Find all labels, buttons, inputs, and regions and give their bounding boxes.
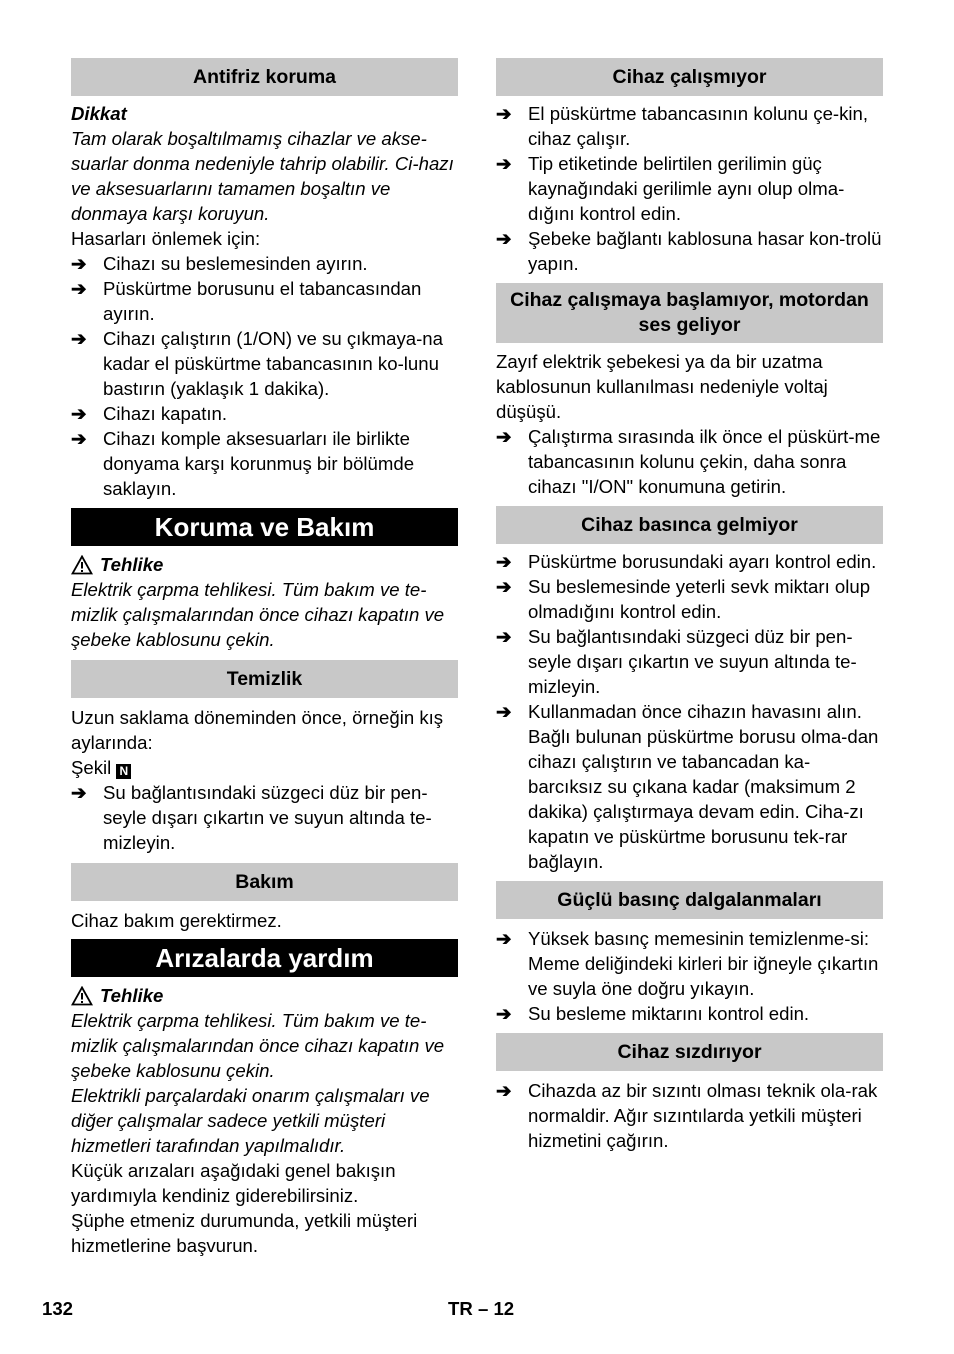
- section-heading-koruma: Koruma ve Bakım: [71, 508, 458, 546]
- arrow-icon: ➔: [71, 253, 87, 274]
- figure-reference: Şekil N: [71, 755, 458, 780]
- list-item: ➔ Su bağlantısındaki süzgeci düz bir pen-seyle dışarı çıkartın ve suyun altında te-mizleyin.: [496, 626, 857, 697]
- section-heading-arizalar: Arızalarda yardım: [71, 939, 458, 977]
- arrow-icon: ➔: [71, 403, 87, 424]
- list-item: ➔ Cihazı çalıştırın (1/ON) ve su çıkmaya-na kadar el püskürtme tabancasının ko-lunu bastırın (yaklaşık 1 dakika).: [71, 328, 443, 399]
- list-item: ➔ Su beslemesinde yeterli sevk miktarı olup olmadığını kontrol edin.: [496, 576, 871, 622]
- list-item: ➔ Cihazda az bir sızıntı olması teknik ola-rak normaldir. Ağır sızıntılarda yetkili müşteri hizmetini çağırın.: [496, 1080, 878, 1151]
- left-column: [71, 58, 458, 1258]
- danger-label: Tehlike: [71, 983, 458, 1008]
- section-heading-baslamiyor: Cihaz çalışmaya başlamıyor, motordan ses geliyor: [496, 283, 883, 343]
- arrow-icon: ➔: [496, 1003, 512, 1024]
- list-item: ➔ Püskürtme borusunu el tabancasından ayırın.: [71, 278, 422, 324]
- danger-text: Elektrik çarpma tehlikesi. Tüm bakım ve te-mizlik çalışmalarından önce cihazı kapatın ve şebeke kablosunu çekin.: [71, 1010, 445, 1081]
- arrow-icon: ➔: [71, 278, 87, 299]
- warning-triangle-icon: [71, 986, 93, 1006]
- right-column: [496, 58, 883, 1153]
- footer-section: TR – 12: [448, 1298, 515, 1319]
- paragraph: Zayıf elektrik şebekesi ya da bir uzatma kablosunun kullanılması nedeniyle voltaj düşüşü.: [496, 351, 828, 422]
- list-item: ➔ Şebeke bağlantı kablosuna hasar kon-trolü yapın.: [496, 228, 882, 274]
- section-heading-calismiyor: Cihaz çalışmıyor: [496, 58, 883, 96]
- danger-text: Elektrik çarpma tehlikesi. Tüm bakım ve te-mizlik çalışmalarından önce cihazı kapatın ve şebeke kablosunu çekin.: [71, 579, 445, 650]
- paragraph: Şüphe etmeniz durumunda, yetkili müşteri hizmetlerine başvurun.: [71, 1210, 418, 1256]
- arrow-icon: ➔: [496, 626, 512, 647]
- section-heading-dalgalanma: Güçlü basınç dalgalanmaları: [496, 881, 883, 919]
- list-item: ➔ Cihazı komple aksesuarları ile birlikte donyama karşı korunmuş bir bölümde saklayın.: [71, 428, 415, 499]
- list-item: ➔ Cihazı kapatın.: [71, 403, 228, 424]
- arrow-icon: ➔: [496, 228, 512, 249]
- arrow-icon: ➔: [496, 551, 512, 572]
- list-item: ➔ Su besleme miktarını kontrol edin.: [496, 1003, 810, 1024]
- arrow-icon: ➔: [71, 782, 87, 803]
- arrow-icon: ➔: [71, 428, 87, 449]
- arrow-icon: ➔: [496, 153, 512, 174]
- section-heading-antifriz: Antifriz koruma: [71, 58, 458, 96]
- paragraph: Uzun saklama döneminden önce, örneğin kış aylarında:: [71, 707, 444, 753]
- arrow-icon: ➔: [71, 328, 87, 349]
- danger-text: Elektrikli parçalardaki onarım çalışmaları ve diğer çalışmalar sadece yetkili müşteri hizmetleri tarafından yapılmalıdır.: [71, 1085, 430, 1156]
- arrow-icon: ➔: [496, 576, 512, 597]
- list-item: ➔ Tip etiketinde belirtilen gerilimin güç kaynağındaki gerilimle aynı olup olma-dığını kontrol edin.: [496, 153, 845, 224]
- list-item: ➔ Kullanmadan önce cihazın havasını alın.: [496, 701, 862, 722]
- section-heading-basinc: Cihaz basınca gelmiyor: [496, 506, 883, 544]
- arrow-icon: ➔: [496, 1080, 512, 1101]
- list-item: ➔ Su bağlantısındaki süzgeci düz bir pen-seyle dışarı çıkartın ve suyun altında te-mizleyin.: [71, 782, 432, 853]
- caution-text: Tam olarak boşaltılmamış cihazlar ve akse-suarlar donma nedeniyle tahrip olabilir. Ci-hazı ve aksesuarlarını tamamen boşaltın ve donmaya karşı koruyun.: [71, 128, 454, 224]
- arrow-icon: ➔: [496, 928, 512, 949]
- page-number: 132: [42, 1298, 74, 1319]
- paragraph: Küçük arızaları aşağıdaki genel bakışın yardımıyla kendiniz giderebilirsiniz.: [71, 1160, 396, 1206]
- list-item: ➔ Yüksek basınç memesinin temizlenme-si: Meme deliğindeki kirleri bir iğneyle çıkartın ve suyla öne doğru yıkayın.: [496, 928, 879, 999]
- figure-n-icon: N: [116, 764, 131, 779]
- danger-label: Tehlike: [71, 552, 458, 577]
- list-item: ➔ Cihazı su beslemesinden ayırın.: [71, 253, 368, 274]
- arrow-icon: ➔: [496, 426, 512, 447]
- warning-triangle-icon: [71, 555, 93, 575]
- arrow-icon: ➔: [496, 701, 512, 722]
- section-heading-bakim: Bakım: [71, 863, 458, 901]
- list-item: ➔ Çalıştırma sırasında ilk önce el püskürt-me tabancasının kolunu çekin, daha sonra cihazı "I/ON" konumuna getirin.: [496, 426, 881, 497]
- caution-label: Dikkat: [71, 103, 127, 124]
- paragraph: Bağlı bulunan püskürtme borusu olma-dan cihazı çalıştırın ve tabancadan ka-barcıksız su çıkana kadar (maksimum 2 dakika) çalıştırmaya devam edin. Ciha-zı kapatın ve püskürtme borusunu tek-rar bağlayın.: [528, 726, 879, 872]
- arrow-icon: ➔: [496, 103, 512, 124]
- list-item: ➔ Püskürtme borusundaki ayarı kontrol edin.: [496, 551, 877, 572]
- paragraph: Cihaz bakım gerektirmez.: [71, 910, 282, 931]
- section-heading-sizdiriyor: Cihaz sızdırıyor: [496, 1033, 883, 1071]
- section-heading-temizlik: Temizlik: [71, 660, 458, 698]
- paragraph: Hasarları önlemek için:: [71, 228, 261, 249]
- list-item: ➔ El püskürtme tabancasının kolunu çe-kin, cihaz çalışır.: [496, 103, 869, 149]
